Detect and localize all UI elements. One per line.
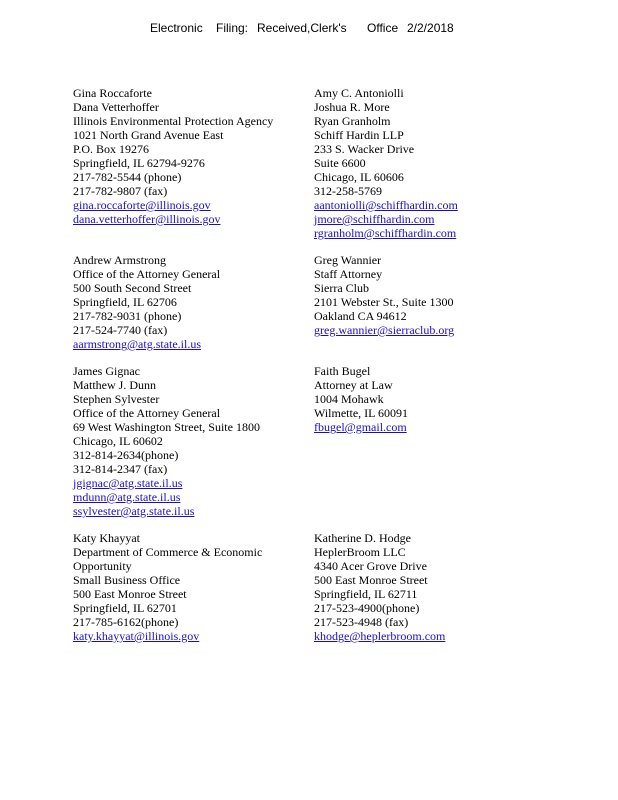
- header-word-office: Office: [367, 21, 399, 35]
- contact-name: James Gignac: [73, 364, 140, 378]
- contact-organization: Office of the Attorney General: [73, 406, 221, 420]
- contact-city: Chicago, IL 60602: [73, 434, 163, 448]
- contact-phone: 312-814-2634(phone): [73, 448, 179, 462]
- email-link[interactable]: gina.roccaforte@illinois.gov: [73, 198, 211, 212]
- contact-address: Suite 6600: [314, 156, 366, 170]
- contact-fax: 312-814-2347 (fax): [73, 462, 168, 476]
- contact-organization: Opportunity: [73, 559, 132, 573]
- contact-block-commerce: [73, 531, 262, 643]
- contact-title: Attorney at Law: [314, 378, 393, 392]
- contact-organization: Illinois Environmental Protection Agency: [73, 114, 274, 128]
- contact-fax: 217-524-7740 (fax): [73, 323, 168, 337]
- email-link[interactable]: rgranholm@schiffhardin.com: [314, 226, 457, 240]
- email-link[interactable]: fbugel@gmail.com: [314, 420, 407, 434]
- contact-address: 1004 Mohawk: [314, 392, 384, 406]
- email-link[interactable]: greg.wannier@sierraclub.org: [314, 323, 455, 337]
- contact-address: P.O. Box 19276: [73, 142, 150, 156]
- contact-fax: 217-523-4948 (fax): [314, 615, 409, 629]
- contact-address: 500 East Monroe Street: [73, 587, 187, 601]
- contact-name: Joshua R. More: [314, 100, 390, 114]
- contact-city: Springfield, IL 62706: [73, 295, 177, 309]
- contact-phone: 217-785-6162(phone): [73, 615, 179, 629]
- contact-phone: 217-782-5544 (phone): [73, 170, 182, 184]
- contact-organization: HeplerBroom LLC: [314, 545, 406, 559]
- header-date: 2/2/2018: [407, 21, 454, 35]
- contact-name: Greg Wannier: [314, 253, 382, 267]
- contact-city: Springfield, IL 62701: [73, 601, 177, 615]
- contact-phone: 217-782-9031 (phone): [73, 309, 182, 323]
- email-link[interactable]: dana.vetterhoffer@illinois.gov: [73, 212, 221, 226]
- contact-city: Wilmette, IL 60091: [314, 406, 409, 420]
- contact-address: 2101 Webster St., Suite 1300: [314, 295, 454, 309]
- header-word-received: Received,Clerk's: [257, 21, 347, 35]
- contact-organization: Schiff Hardin LLP: [314, 128, 404, 142]
- contact-name: Andrew Armstrong: [73, 253, 166, 267]
- contact-block-attorney-general-chicago: [73, 364, 260, 518]
- header-word-filing: Filing:: [216, 21, 249, 35]
- contact-organization: Department of Commerce & Economic: [73, 545, 263, 559]
- contact-city: Springfield, IL 62711: [314, 587, 418, 601]
- contact-address: 500 South Second Street: [73, 281, 192, 295]
- contact-address: 4340 Acer Grove Drive: [314, 559, 427, 573]
- contact-organization: Office of the Attorney General: [73, 267, 221, 281]
- contact-block-heplerbroom: [314, 531, 445, 643]
- contact-name: Amy C. Antoniolli: [314, 86, 404, 100]
- contact-name: Katherine D. Hodge: [314, 531, 411, 545]
- email-link[interactable]: jgignac@atg.state.il.us: [73, 476, 183, 490]
- header-word-electronic: Electronic: [150, 21, 203, 35]
- email-link[interactable]: aantoniolli@schiffhardin.com: [314, 198, 458, 212]
- contact-organization: Small Business Office: [73, 573, 181, 587]
- contact-city: Chicago, IL 60606: [314, 170, 404, 184]
- contact-phone: 217-523-4900(phone): [314, 601, 420, 615]
- contact-name: Matthew J. Dunn: [73, 378, 156, 392]
- email-link[interactable]: aarmstrong@atg.state.il.us: [73, 337, 202, 351]
- contact-block-faith-bugel: [314, 364, 408, 434]
- email-link[interactable]: khodge@heplerbroom.com: [314, 629, 446, 643]
- contact-name: Dana Vetterhoffer: [73, 100, 159, 114]
- contact-city: Springfield, IL 62794-9276: [73, 156, 205, 170]
- contact-address: 69 West Washington Street, Suite 1800: [73, 420, 260, 434]
- contact-name: Stephen Sylvester: [73, 392, 160, 406]
- contact-name: Katy Khayyat: [73, 531, 140, 545]
- email-link[interactable]: katy.khayyat@illinois.gov: [73, 629, 200, 643]
- contact-address: 1021 North Grand Avenue East: [73, 128, 224, 142]
- email-link[interactable]: ssylvester@atg.state.il.us: [73, 504, 195, 518]
- contact-address: 500 East Monroe Street: [314, 573, 428, 587]
- email-link[interactable]: mdunn@atg.state.il.us: [73, 490, 181, 504]
- contact-name: Faith Bugel: [314, 364, 371, 378]
- email-link[interactable]: jmore@schiffhardin.com: [314, 212, 435, 226]
- contact-address: 233 S. Wacker Drive: [314, 142, 415, 156]
- contact-title: Staff Attorney: [314, 267, 383, 281]
- contact-fax: 217-782-9807 (fax): [73, 184, 168, 198]
- contact-phone: 312-258-5769: [314, 184, 382, 198]
- contact-city: Oakland CA 94612: [314, 309, 407, 323]
- contact-name: Gina Roccaforte: [73, 86, 152, 100]
- contact-name: Ryan Granholm: [314, 114, 391, 128]
- contact-block-attorney-general-springfield: [73, 253, 220, 351]
- contact-block-schiff-hardin: [314, 86, 458, 240]
- contact-block-sierra-club: [314, 253, 454, 337]
- contact-block-iepa: [73, 86, 273, 226]
- contact-organization: Sierra Club: [314, 281, 369, 295]
